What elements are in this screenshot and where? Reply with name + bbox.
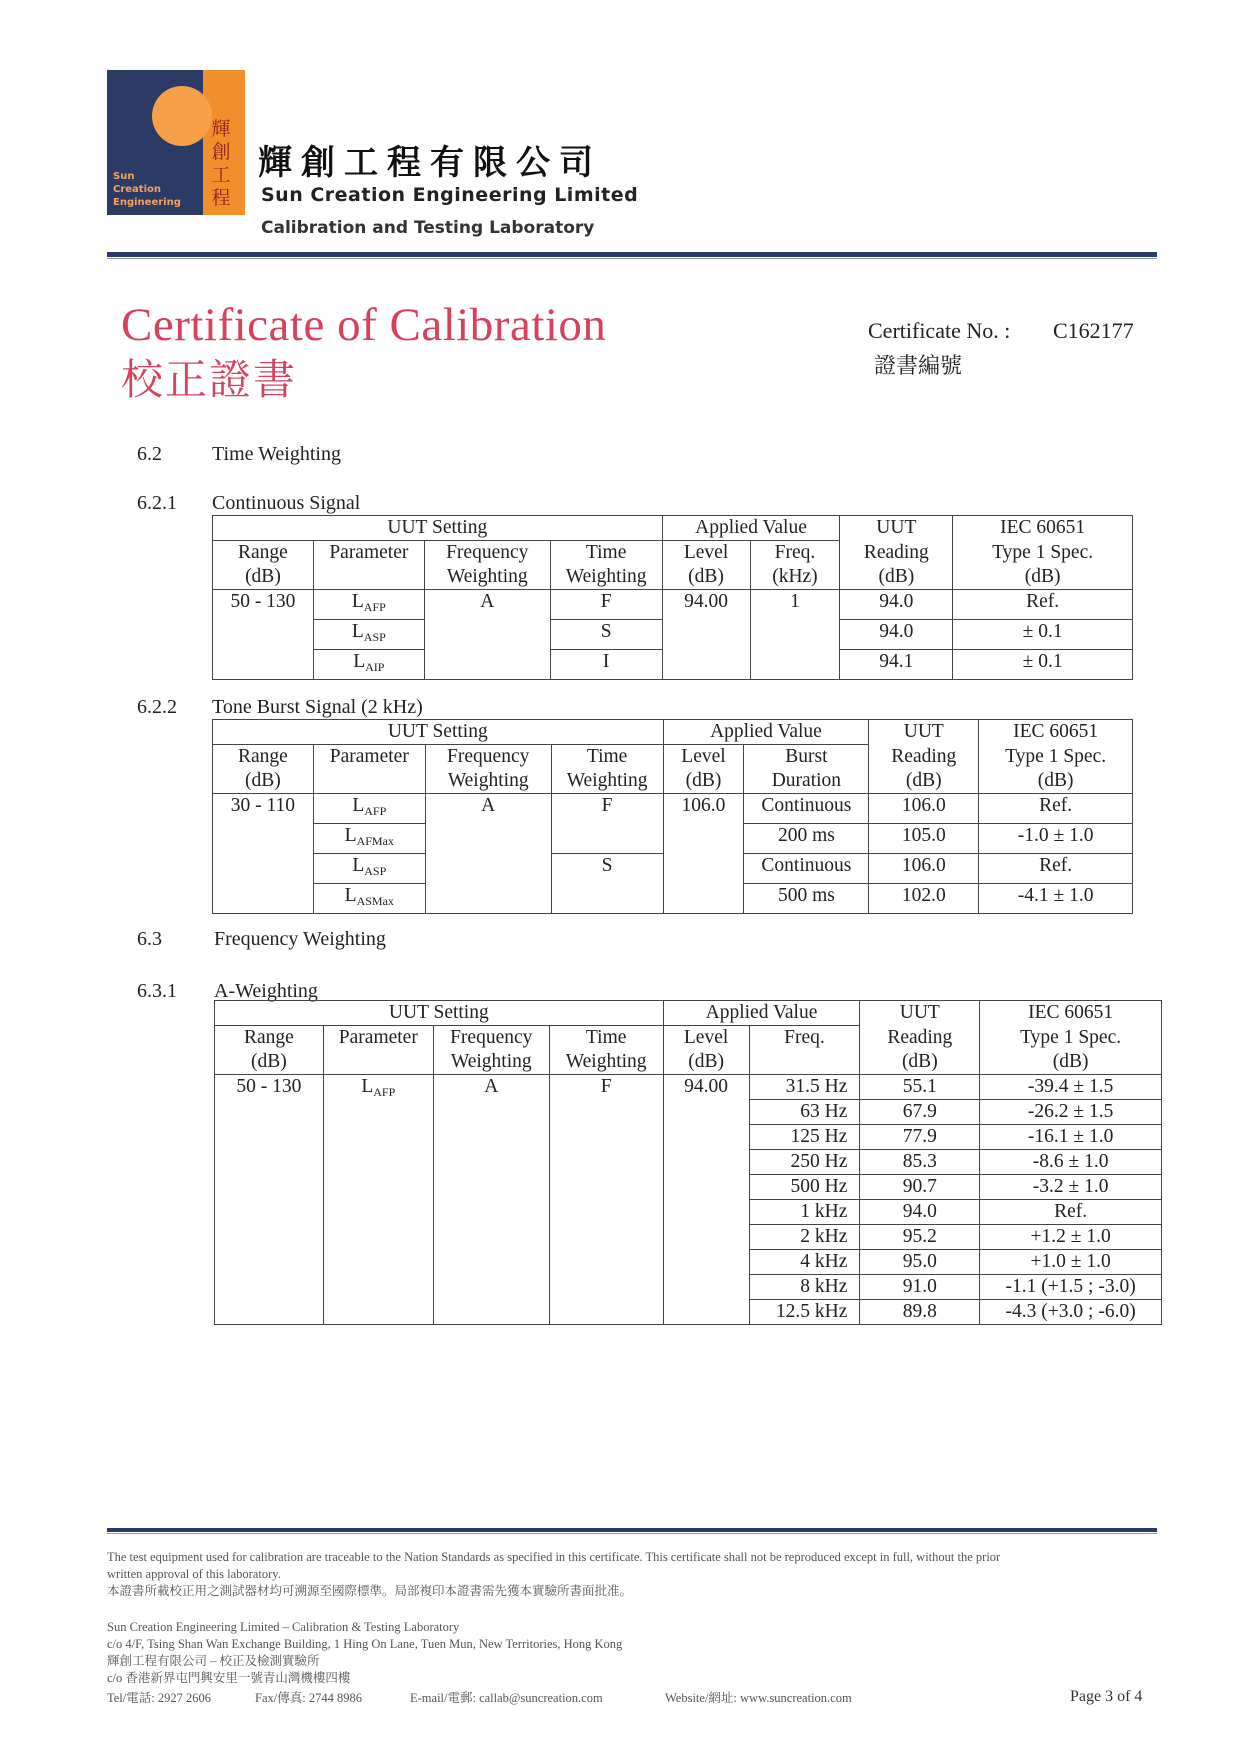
- parameter-cell: $L_{ASP}$: [313, 854, 425, 884]
- reading-cell: 95.0: [860, 1250, 980, 1275]
- spec-cell: Ref.: [979, 854, 1133, 884]
- header-cell: Level (dB): [663, 1026, 749, 1075]
- header-cell: Level (dB): [663, 745, 744, 794]
- range-cell: 50 - 130: [215, 1075, 324, 1325]
- spec-cell: Ref.: [979, 794, 1133, 824]
- header-cell: Parameter: [313, 541, 424, 590]
- header-cell: Frequency Weighting: [424, 541, 550, 590]
- section-number: 6.2.1: [137, 492, 177, 514]
- company-name-en: Sun Creation Engineering Limited: [261, 184, 639, 206]
- header-cell: Level (dB): [662, 541, 750, 590]
- fax: Fax/傳真: 2744 8986: [255, 1691, 362, 1705]
- header-cell: UUT: [840, 516, 953, 541]
- email: E-mail/電郵: callab@suncreation.com: [410, 1691, 603, 1705]
- header-cell: Time Weighting: [549, 1026, 663, 1075]
- tone-burst-table: [212, 719, 1133, 914]
- freq-cell: 63 Hz: [749, 1100, 860, 1125]
- logo-small-text: Sun Creation Engineering: [113, 171, 181, 208]
- footer-divider-thin: [107, 1533, 1157, 1534]
- header-divider: [107, 252, 1157, 257]
- header-cell: Reading (dB): [869, 745, 979, 794]
- level-cell: 94.00: [662, 590, 750, 680]
- header-cell: UUT: [869, 720, 979, 745]
- burst-cell: 200 ms: [744, 824, 869, 854]
- spec-cell: Ref.: [953, 590, 1133, 620]
- spec-cell: +1.0 ± 1.0: [980, 1250, 1162, 1275]
- freq-cell: 31.5 Hz: [749, 1075, 860, 1100]
- header-cell: Time Weighting: [550, 541, 662, 590]
- section-title: Frequency Weighting: [214, 928, 386, 950]
- reading-cell: 77.9: [860, 1125, 980, 1150]
- certificate-title-cjk: 校正證書: [121, 358, 298, 404]
- a-weighting-table: [214, 1000, 1162, 1325]
- header-cell: Freq. (kHz): [750, 541, 840, 590]
- burst-cell: Continuous: [744, 854, 869, 884]
- freq-cell: 125 Hz: [749, 1125, 860, 1150]
- time-cell: F: [550, 590, 662, 620]
- lab-name: Calibration and Testing Laboratory: [261, 218, 595, 238]
- reading-cell: 94.0: [840, 620, 953, 650]
- reading-cell: 67.9: [860, 1100, 980, 1125]
- spec-cell: ± 0.1: [953, 620, 1133, 650]
- company-logo: [107, 70, 245, 215]
- header-cell: Range (dB): [213, 541, 314, 590]
- parameter-cell: $L_{ASMax}$: [313, 884, 425, 914]
- spec-cell: -8.6 ± 1.0: [980, 1150, 1162, 1175]
- header-cell: Frequency Weighting: [425, 745, 551, 794]
- table-header-row: [215, 1026, 1162, 1075]
- table-row: [215, 1075, 1162, 1100]
- reading-cell: 91.0: [860, 1275, 980, 1300]
- header-cell: Applied Value: [663, 720, 869, 745]
- level-cell: 106.0: [663, 794, 744, 914]
- parameter-cell: $L_{AFP}$: [313, 590, 424, 620]
- header-cell: UUT: [860, 1001, 980, 1026]
- reading-cell: 89.8: [860, 1300, 980, 1325]
- freq-cell: 12.5 kHz: [749, 1300, 860, 1325]
- time-cell: S: [551, 854, 663, 914]
- section-number: 6.3.1: [137, 980, 177, 1002]
- header-cell: Parameter: [323, 1026, 433, 1075]
- spec-cell: -1.0 ± 1.0: [979, 824, 1133, 854]
- section-title: Continuous Signal: [212, 492, 361, 514]
- header-cell: UUT Setting: [213, 720, 664, 745]
- time-cell: F: [551, 794, 663, 854]
- reading-cell: 94.1: [840, 650, 953, 680]
- header-cell: Range (dB): [213, 745, 314, 794]
- spec-cell: -4.1 ± 1.0: [979, 884, 1133, 914]
- table-header-row: [213, 516, 1133, 541]
- header-cell: UUT Setting: [215, 1001, 664, 1026]
- header-cell: Type 1 Spec. (dB): [980, 1026, 1162, 1075]
- reading-cell: 94.0: [840, 590, 953, 620]
- section-title: Time Weighting: [212, 443, 341, 465]
- company-name-cjk: 輝創工程有限公司: [258, 143, 602, 183]
- header-cell: Reading (dB): [860, 1026, 980, 1075]
- freq-cell: 250 Hz: [749, 1150, 860, 1175]
- time-cell: S: [550, 620, 662, 650]
- spec-cell: ± 0.1: [953, 650, 1133, 680]
- header-cell: Type 1 Spec. (dB): [953, 541, 1133, 590]
- header-cell: Burst Duration: [744, 745, 869, 794]
- header-cell: Time Weighting: [551, 745, 663, 794]
- header-cell: IEC 60651: [980, 1001, 1162, 1026]
- spec-cell: -1.1 (+1.5 ; -3.0): [980, 1275, 1162, 1300]
- reading-cell: 94.0: [860, 1200, 980, 1225]
- parameter-cell: $L_{AIP}$: [313, 650, 424, 680]
- header-cell: Applied Value: [663, 1001, 860, 1026]
- freq-cell: 4 kHz: [749, 1250, 860, 1275]
- header-cell: Reading (dB): [840, 541, 953, 590]
- reading-cell: 95.2: [860, 1225, 980, 1250]
- range-cell: 50 - 130: [213, 590, 314, 680]
- page-number: Page 3 of 4: [1070, 1688, 1143, 1705]
- freq-cell: 1 kHz: [749, 1200, 860, 1225]
- reading-cell: 106.0: [869, 794, 979, 824]
- reading-cell: 105.0: [869, 824, 979, 854]
- header-cell: UUT Setting: [213, 516, 663, 541]
- traceability-note: The test equipment used for calibration are traceable to the Nation Standards as specified in this certificate. This certificate shall not be reproduced except in full, without the prior written approval of this laboratory. 本證書所載校正用之測試器材均可溯源至國際標準。局部複印本證書需先獲本實驗所書面批准。: [107, 1550, 1001, 1598]
- spec-cell: +1.2 ± 1.0: [980, 1225, 1162, 1250]
- spec-cell: -26.2 ± 1.5: [980, 1100, 1162, 1125]
- certificate-no-label: Certificate No. :: [868, 318, 1011, 343]
- website: Website/網址: www.suncreation.com: [665, 1691, 852, 1705]
- freq-weighting-cell: A: [425, 794, 551, 914]
- range-cell: 30 - 110: [213, 794, 314, 914]
- time-cell: F: [549, 1075, 663, 1325]
- level-cell: 94.00: [663, 1075, 749, 1325]
- reading-cell: 106.0: [869, 854, 979, 884]
- table-row: [213, 794, 1133, 824]
- parameter-cell: $L_{AFP}$: [313, 794, 425, 824]
- header-cell: Frequency Weighting: [433, 1026, 549, 1075]
- freq-weighting-cell: A: [433, 1075, 549, 1325]
- freq-cell: 2 kHz: [749, 1225, 860, 1250]
- spec-cell: Ref.: [980, 1200, 1162, 1225]
- section-title: Tone Burst Signal (2 kHz): [212, 696, 423, 718]
- header-divider-thin: [107, 258, 1157, 259]
- reading-cell: 55.1: [860, 1075, 980, 1100]
- table-header-row: [215, 1001, 1162, 1026]
- header-cell: IEC 60651: [953, 516, 1133, 541]
- continuous-signal-table: [212, 515, 1133, 680]
- lab-address: Sun Creation Engineering Limited – Calibration & Testing Laboratory c/o 4/F, Tsing Shan Wan Exchange Building, 1 Hing On Lane, Tuen Mun, New Territories, Hong Kong 輝創工程有限公司 – 校正及檢測實驗所 c/o 香港新界屯門興安里一號青山灣機樓四樓: [107, 1620, 623, 1685]
- table-header-row: [213, 541, 1133, 590]
- certificate-title: Certificate of Calibration: [121, 299, 607, 351]
- header-cell: Freq.: [749, 1026, 860, 1075]
- spec-cell: -39.4 ± 1.5: [980, 1075, 1162, 1100]
- reading-cell: 90.7: [860, 1175, 980, 1200]
- spec-cell: -4.3 (+3.0 ; -6.0): [980, 1300, 1162, 1325]
- table-header-row: [213, 745, 1133, 794]
- certificate-no-value: C162177: [1053, 318, 1134, 343]
- time-cell: I: [550, 650, 662, 680]
- header-cell: Type 1 Spec. (dB): [979, 745, 1133, 794]
- section-number: 6.2.2: [137, 696, 177, 718]
- section-title: A-Weighting: [214, 980, 318, 1002]
- header-cell: IEC 60651: [979, 720, 1133, 745]
- header-cell: Parameter: [313, 745, 425, 794]
- freq-cell: 8 kHz: [749, 1275, 860, 1300]
- reading-cell: 102.0: [869, 884, 979, 914]
- table-row: [213, 590, 1133, 620]
- logo-cjk-text: 輝 創 工 程: [211, 118, 231, 209]
- burst-cell: 500 ms: [744, 884, 869, 914]
- table-header-row: [213, 720, 1133, 745]
- reading-cell: 85.3: [860, 1150, 980, 1175]
- burst-cell: Continuous: [744, 794, 869, 824]
- telephone: Tel/電話: 2927 2606: [107, 1691, 211, 1705]
- section-number: 6.2: [137, 443, 162, 465]
- parameter-cell: $L_{AFP}$: [323, 1075, 433, 1325]
- header-cell: Applied Value: [662, 516, 840, 541]
- footer-divider: [107, 1528, 1157, 1532]
- spec-cell: -16.1 ± 1.0: [980, 1125, 1162, 1150]
- freq-cell: 1: [750, 590, 840, 680]
- header-cell: Range (dB): [215, 1026, 324, 1075]
- section-number: 6.3: [137, 928, 162, 950]
- freq-cell: 500 Hz: [749, 1175, 860, 1200]
- freq-weighting-cell: A: [424, 590, 550, 680]
- spec-cell: -3.2 ± 1.0: [980, 1175, 1162, 1200]
- parameter-cell: $L_{ASP}$: [313, 620, 424, 650]
- certificate-no-cjk: 證書編號: [874, 353, 963, 378]
- parameter-cell: $L_{AFMax}$: [313, 824, 425, 854]
